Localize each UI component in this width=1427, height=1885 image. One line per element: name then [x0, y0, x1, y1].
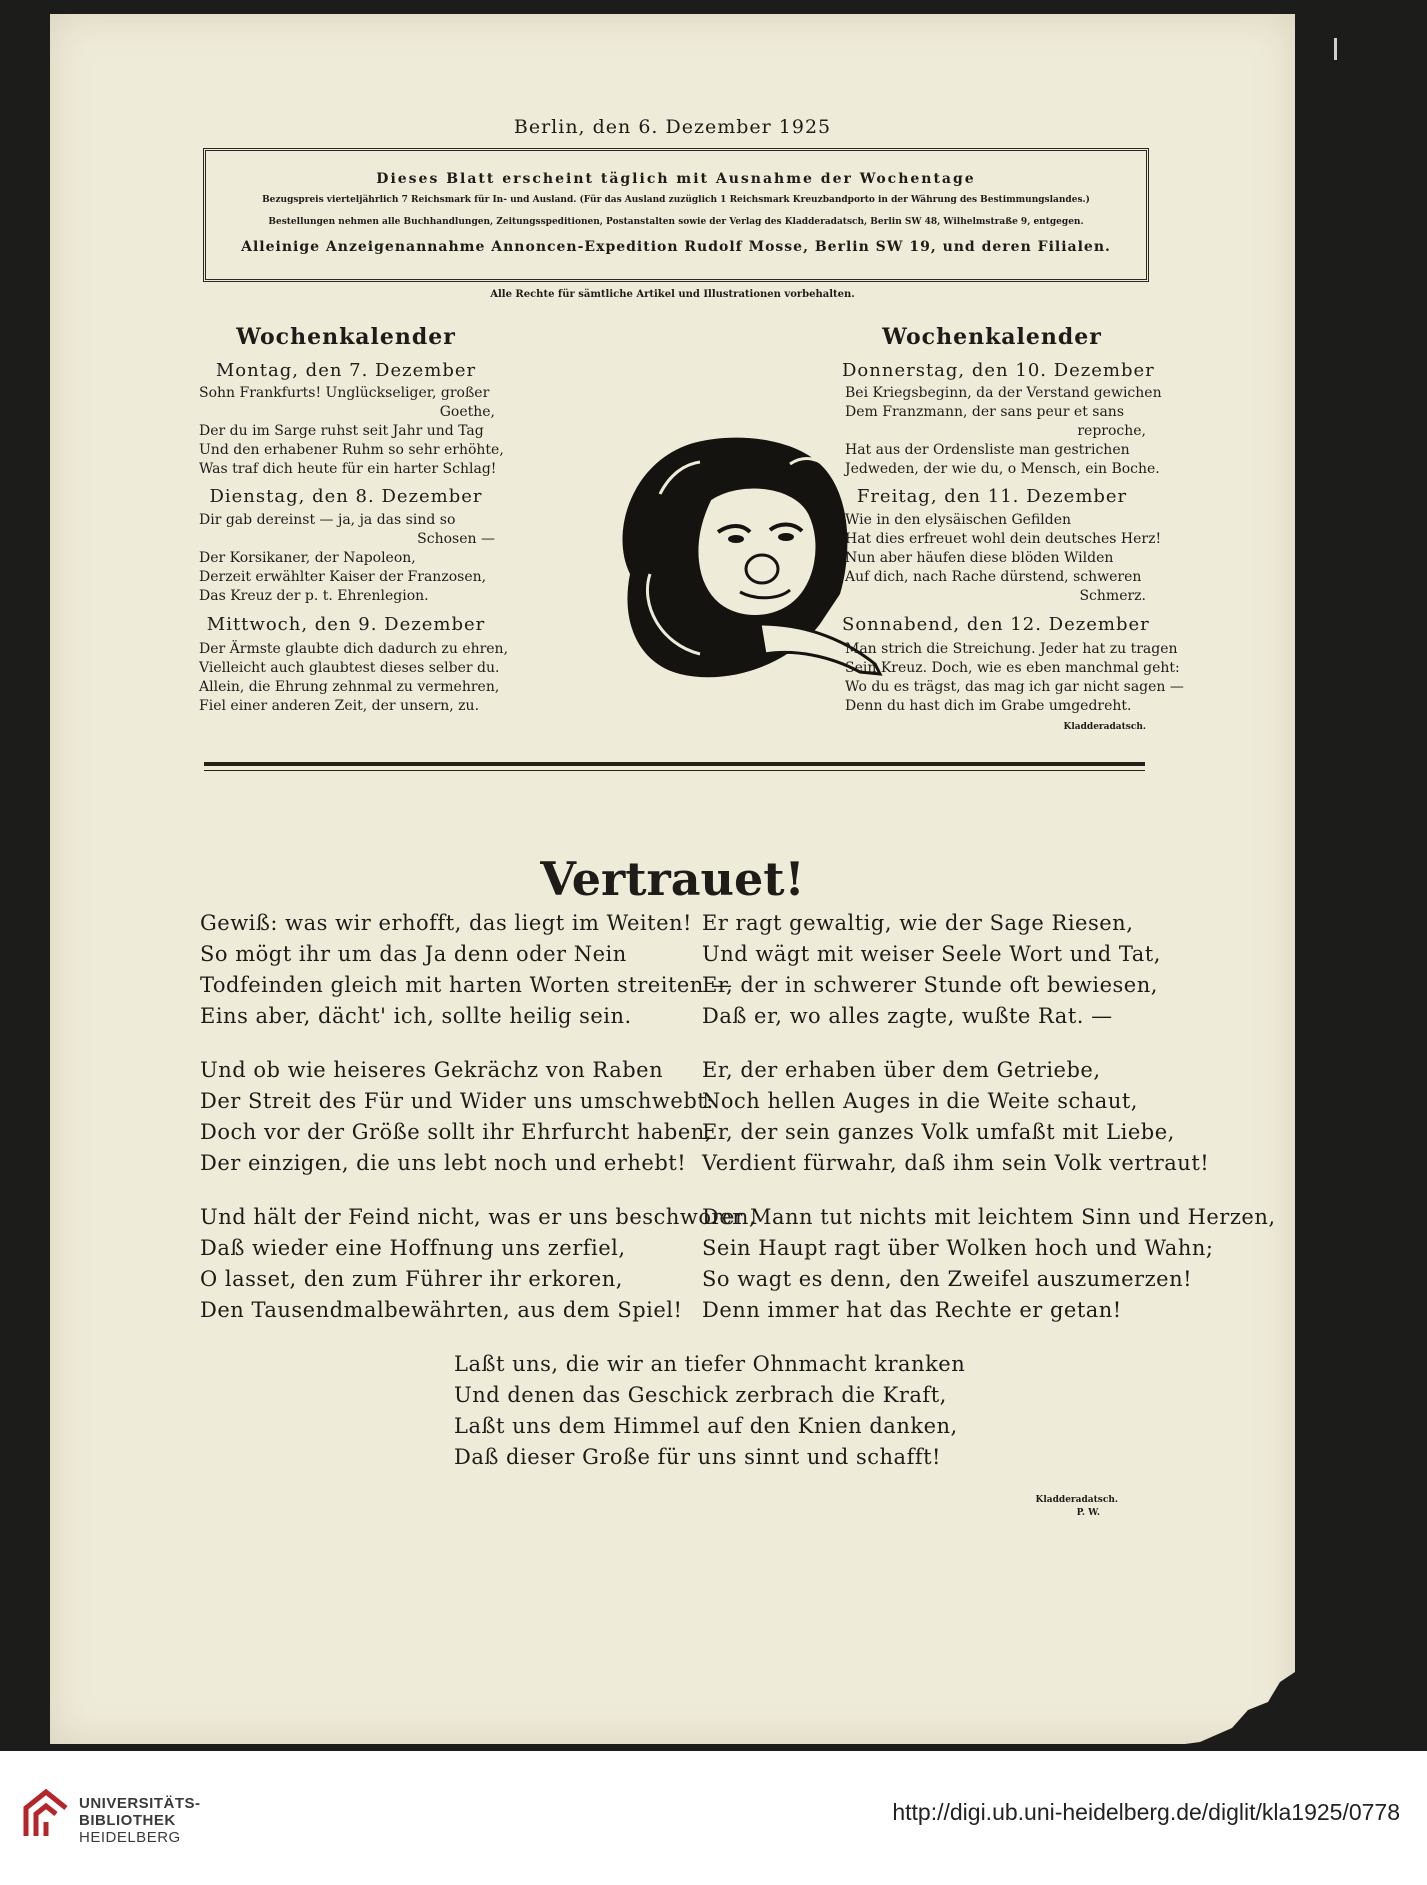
verse-line: Jedweden, der wie du, o Mensch, ein Boche.: [845, 461, 1160, 477]
notice-line-1: Dieses Blatt erscheint täglich mit Ausnahme der Wochentage: [376, 171, 976, 187]
poem-line: So wagt es denn, den Zweifel auszumerzen!: [702, 1267, 1193, 1291]
notice-line-2: Bezugspreis vierteljährlich 7 Reichsmark für In- und Ausland. (Für das Ausland zuzüglich 1 Reichsmark Kreuzbandporto in der Währung des Bestimmungslandes.): [262, 195, 1090, 205]
poem-line: Und wägt mit weiser Seele Wort und Tat,: [702, 942, 1161, 966]
poem-line: Den Tausendmalbewährten, aus dem Spiel!: [200, 1298, 683, 1322]
verse-line: Dir gab dereinst — ja, ja das sind so: [199, 512, 456, 528]
verse-line: Der Korsikaner, der Napoleon,: [199, 550, 416, 566]
library-footer-bar: [0, 1751, 1427, 1885]
verse-line: Fiel einer anderen Zeit, der unsern, zu.: [199, 698, 480, 714]
verse-line: Der du im Sarge ruhst seit Jahr und Tag: [199, 423, 484, 439]
verse-line: Dem Franzmann, der sans peur et sans: [845, 404, 1125, 420]
day-heading-saturday: Sonnabend, den 12. Dezember: [842, 614, 1150, 635]
verse-line: Nun aber häufen diese blöden Wilden: [845, 550, 1114, 566]
verse-line: Schmerz.: [1079, 588, 1146, 604]
poem-line: Denn immer hat das Rechte er getan!: [702, 1298, 1122, 1322]
verse-line: Bei Kriegsbeginn, da der Verstand gewichen: [845, 385, 1162, 401]
poem-line: So mögt ihr um das Ja denn oder Nein: [200, 942, 627, 966]
verse-line: reproche,: [1077, 423, 1146, 439]
verse-line: Vielleicht auch glaubtest dieses selber du.: [199, 660, 500, 676]
university-library-logo-icon: [20, 1784, 72, 1842]
section-divider-thin: [204, 770, 1145, 771]
logo-text-line-2: BIBLIOTHEK: [79, 1812, 176, 1829]
margin-mark: [1334, 38, 1337, 60]
verse-line: Wie in den elysäischen Gefilden: [845, 512, 1072, 528]
poem-line: Daß er, wo alles zagte, wußte Rat. —: [702, 1004, 1113, 1028]
verse-line: Hat aus der Ordensliste man gestrichen: [845, 442, 1130, 458]
verse-line: Hat dies erfreuet wohl dein deutsches Herz!: [845, 531, 1162, 547]
verse-line: Derzeit erwählter Kaiser der Franzosen,: [199, 569, 487, 585]
poem-final-line: Und denen das Geschick zerbrach die Kraft,: [454, 1383, 947, 1407]
verse-line: Und den erhabener Ruhm so sehr erhöhte,: [199, 442, 504, 458]
poem-line: Sein Haupt ragt über Wolken hoch und Wahn;: [702, 1236, 1214, 1260]
poem-final-line: Daß dieser Große für uns sinnt und schafft!: [454, 1445, 941, 1469]
verse-line: Sein Kreuz. Doch, wie es eben manchmal geht:: [845, 660, 1180, 676]
poem-line: Todfeinden gleich mit harten Worten streiten —: [200, 973, 733, 997]
verse-line: Der Ärmste glaubte dich dadurch zu ehren,: [199, 641, 509, 657]
verse-line: Wo du es trägst, das mag ich gar nicht sagen —: [845, 679, 1184, 695]
newspaper-page: [50, 14, 1295, 1744]
right-column-title: Wochenkalender: [882, 324, 1102, 350]
day-heading-friday: Freitag, den 11. Dezember: [856, 486, 1128, 507]
poem-line: Doch vor der Größe sollt ihr Ehrfurcht haben,: [200, 1120, 713, 1144]
poem-line: Verdient fürwahr, daß ihm sein Volk vertraut!: [702, 1151, 1210, 1175]
poem-line: Der Streit des Für und Wider uns umschwebt:: [200, 1089, 714, 1113]
day-heading-thursday: Donnerstag, den 10. Dezember: [842, 360, 1155, 381]
rights-notice: Alle Rechte für sämtliche Artikel und Illustrationen vorbehalten.: [490, 289, 855, 300]
verse-line: Auf dich, nach Rache dürstend, schweren: [845, 569, 1142, 585]
poem-line: Gewiß: was wir erhofft, das liegt im Weiten!: [200, 911, 692, 935]
poem-final-line: Laßt uns, die wir an tiefer Ohnmacht kranken: [454, 1352, 966, 1376]
torn-corner: [1140, 1650, 1310, 1750]
verse-line: Das Kreuz der p. t. Ehrenlegion.: [199, 588, 429, 604]
day-heading-tuesday: Dienstag, den 8. Dezember: [209, 486, 483, 507]
notice-line-4: Alleinige Anzeigenannahme Annoncen-Expedition Rudolf Mosse, Berlin SW 19, und deren Filialen.: [241, 239, 1111, 255]
poem-line: Er ragt gewaltig, wie der Sage Riesen,: [702, 911, 1134, 935]
poem-line: Noch hellen Auges in die Weite schaut,: [702, 1089, 1138, 1113]
day-heading-monday: Montag, den 7. Dezember: [215, 360, 477, 381]
logo-text-line-3: HEIDELBERG: [79, 1829, 181, 1846]
verse-line: Goethe,: [439, 404, 495, 420]
source-url-link[interactable]: http://digi.ub.uni-heidelberg.de/diglit/kla1925/0778: [892, 1799, 1400, 1825]
poem-line: Eins aber, dächt' ich, sollte heilig sein.: [200, 1004, 632, 1028]
poem-line: Er, der in schwerer Stunde oft bewiesen,: [702, 973, 1158, 997]
verse-line: Was traf dich heute für ein harter Schlag!: [199, 461, 497, 477]
poem-final-line: Laßt uns dem Himmel auf den Knien danken,: [454, 1414, 958, 1438]
poem-line: Der einzigen, die uns lebt noch und erhebt!: [200, 1151, 687, 1175]
poem-line: O lasset, den zum Führer ihr erkoren,: [200, 1267, 623, 1291]
left-column-title: Wochenkalender: [236, 324, 456, 350]
subscription-notice-box: [203, 148, 1149, 282]
column-signature: Kladderadatsch.: [1063, 722, 1146, 732]
poem-signature: Kladderadatsch.: [1035, 1495, 1118, 1505]
verse-line: Schosen —: [417, 531, 495, 547]
date-line: Berlin, den 6. Dezember 1925: [513, 116, 832, 138]
section-divider: [204, 762, 1145, 766]
poem-line: Er, der erhaben über dem Getriebe,: [702, 1058, 1101, 1082]
logo-text-line-1: UNIVERSITÄTS-: [79, 1795, 201, 1812]
poem-line: Daß wieder eine Hoffnung uns zerfiel,: [200, 1236, 626, 1260]
verse-line: Man strich die Streichung. Jeder hat zu tragen: [845, 641, 1178, 657]
poem-line: Und hält der Feind nicht, was er uns beschworen,: [200, 1205, 757, 1229]
poem-line: Und ob wie heiseres Gekrächz von Raben: [200, 1058, 664, 1082]
poem-line: Der Mann tut nichts mit leichtem Sinn und Herzen,: [702, 1205, 1276, 1229]
poem-line: Er, der sein ganzes Volk umfaßt mit Liebe,: [702, 1120, 1175, 1144]
verse-line: Allein, die Ehrung zehnmal zu vermehren,: [199, 679, 500, 695]
day-heading-wednesday: Mittwoch, den 9. Dezember: [206, 614, 486, 635]
verse-line: Denn du hast dich im Grabe umgedreht.: [845, 698, 1132, 714]
notice-line-3: Bestellungen nehmen alle Buchhandlungen, Zeitungsspeditionen, Postanstalten sowie der Verlag des Kladderadatsch, Berlin SW 48, Wilhelmstraße 9, entgegen.: [268, 217, 1084, 227]
poem-title: Vertrauet!: [540, 852, 805, 906]
verse-line: Sohn Frankfurts! Unglückseliger, großer: [199, 385, 490, 401]
poem-author-initials: P. W.: [1076, 1508, 1100, 1518]
